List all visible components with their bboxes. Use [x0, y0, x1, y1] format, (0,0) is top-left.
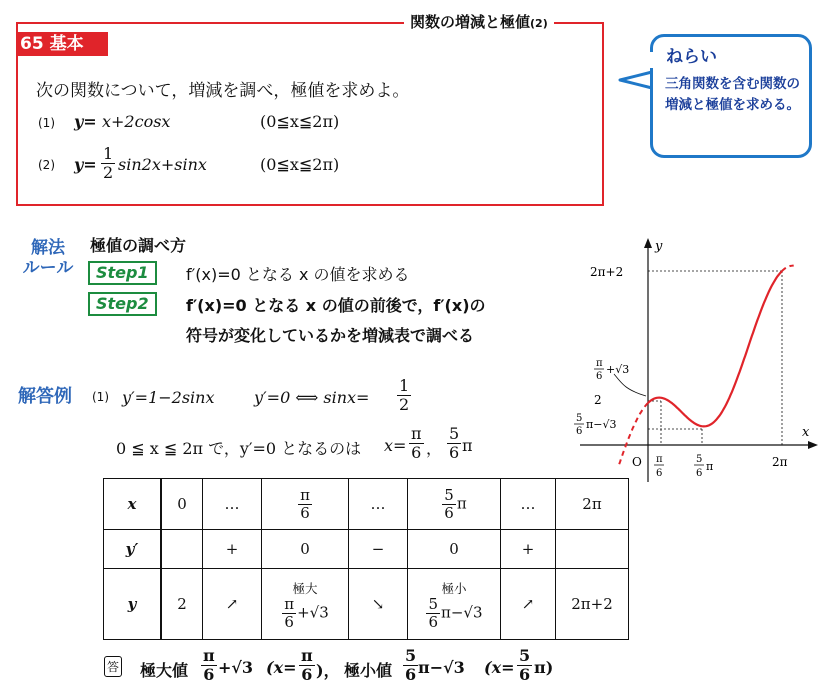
graph-tick3: 2π [772, 455, 788, 469]
answer-line: 答 極大値 $\frac{\pi}{6}$ +√3 (x= $\frac{\pi}{6}$ )， 極小値 $\frac{5}{6}$ π−√3 (x= $\frac{5}{6}$ π) [104, 648, 604, 694]
step2-text-2: 符号が変化しているかを増減表で調べる [186, 326, 475, 345]
graph-x-label: x [802, 425, 810, 440]
problem-statement: 次の関数について，増減を調べ，極値を求めよ。 [36, 81, 410, 101]
graph-tick1-num: π [656, 454, 663, 465]
increase-decrease-table [103, 478, 629, 640]
graph-label-min-num: 5 [576, 413, 583, 424]
step2-tag: Step2 [88, 292, 157, 316]
step2-text-1: f′(x)=0 となる x の値の前後で，f′(x)の [186, 296, 486, 315]
method-heading: 極値の調べ方 [90, 236, 187, 255]
graph-tick2-suffix: π [706, 460, 714, 473]
problem-item-1: (1) y= x+2cosx (0≦x≦2π) [38, 112, 340, 131]
solution-side-label: 解答例 [18, 386, 72, 407]
table-row-dy: y′ + 0 − 0 + [104, 530, 629, 569]
graph-label-2: 2 [594, 393, 602, 407]
table-row-y: y 2 ↗ 極大 $\frac{\pi}{6}$ +√3 ↘ 極小 $\frac{5}{6}$ π−√3 ↗ 2π+2 [104, 569, 629, 640]
step1-text: f′(x)=0 となる x の値を求める [186, 265, 410, 284]
aim-pointer-cover [648, 52, 658, 68]
method-side-label: 解法 ルール [22, 238, 74, 278]
problem-number: 65 [20, 34, 44, 54]
graph-label-top: 2π+2 [590, 265, 624, 279]
graph-curve [648, 271, 782, 426]
solution-line-1: (1) y′=1−2sinx y′=0 ⟺ sinx= $\frac{1}{2}$ [92, 376, 410, 414]
graph-label-min-suffix: π−√3 [586, 418, 617, 431]
graph-curve-right-extension [782, 266, 794, 271]
graph-label-max-den: 6 [596, 371, 603, 382]
aim-text: 三角関数を含む関数の増減と極値を求める。 [665, 76, 800, 113]
graph-x-arrow-icon [808, 441, 818, 449]
graph-y-label: y [655, 239, 663, 254]
graph-tick2-den: 6 [696, 468, 703, 479]
graph-label-max-num: π [596, 358, 603, 369]
aim-heading: ねらい [666, 47, 717, 67]
graph-label-min-den: 6 [576, 426, 583, 437]
graph-tick1-den: 6 [656, 468, 663, 479]
graph-guides [648, 271, 782, 445]
problem-tag [16, 32, 108, 56]
graph-y-arrow-icon [644, 238, 652, 248]
graph-origin: O [632, 455, 642, 469]
problem-item-2: (2) y= $\frac{1}{2}$ sin2x+sinx (0≦x≦2π) [38, 144, 340, 182]
solution-line-2: 0 ≦ x ≦ 2π で，y′=0 となるのは x= $\frac{\pi}{6}$ ， $\frac{5}{6}$ π [116, 424, 473, 462]
graph-tick2-num: 5 [696, 454, 703, 465]
step1-tag: Step1 [88, 261, 157, 285]
table-row-x: x 0 … $\frac{\pi}{6}$ … $\frac{5}{6}$ π … 2π [104, 479, 629, 530]
graph-label-max-suffix: +√3 [606, 363, 630, 376]
problem-title: 関数の増減と極値(2) [404, 11, 554, 32]
problem-level: 基本 [49, 34, 84, 54]
function-graph [560, 236, 820, 496]
graph-leader-line [614, 374, 646, 396]
answer-mark: 答 [104, 656, 122, 677]
